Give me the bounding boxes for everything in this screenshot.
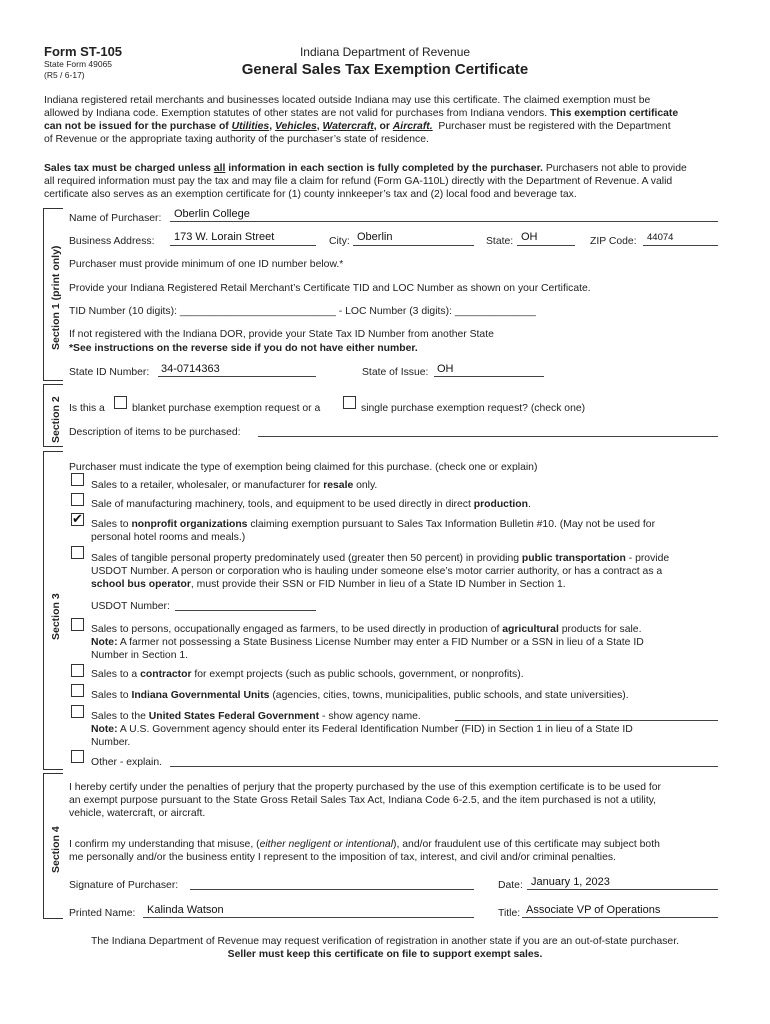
production-checkbox[interactable] [71, 493, 84, 506]
title-value: Associate VP of Operations [526, 904, 661, 916]
section2-label: Section 2 [50, 396, 62, 443]
resale-checkbox[interactable] [71, 473, 84, 486]
public-transportation-checkbox[interactable] [71, 546, 84, 559]
blanket-purchase-label: blanket purchase exemption request or a [132, 403, 321, 414]
date-value: January 1, 2023 [531, 876, 610, 888]
section2-bracket [43, 384, 44, 446]
section3-label: Section 3 [50, 593, 62, 640]
purchaser-name-field[interactable] [170, 209, 718, 222]
state-value: OH [521, 231, 538, 243]
purchaser-name-label: Name of Purchaser: [69, 213, 162, 224]
state-form-number: State Form 49065 [44, 59, 113, 69]
production-option: Sale of manufacturing machinery, tools, and equipment to be used directly in direct production. [91, 499, 531, 510]
state-label: State: [486, 236, 514, 247]
section4-bracket [43, 773, 44, 918]
state-of-issue-label: State of Issue: [362, 367, 429, 378]
section1-label: Section 1 (print only) [50, 245, 62, 350]
single-purchase-checkbox[interactable] [343, 396, 356, 409]
form-title: General Sales Tax Exemption Certificate [241, 61, 529, 78]
min-id-note: Purchaser must provide minimum of one ID number below.* [69, 259, 344, 270]
printed-name-value: Kalinda Watson [147, 904, 224, 916]
other-explain-field[interactable] [170, 754, 718, 767]
intro-paragraph: Indiana registered retail merchants and businesses located outside Indiana may use this certificate. The claimed exemption must be allowed by Indiana code. Exemption statutes of other states are not valid for purchases from Indiana vendors. This exemption certificate can not be issued for the purchase of Utilities, Vehicles, Watercraft, or Aircraft. Purchaser must be registered with the Department of Revenue or the appropriate taxing authority of the purchaser’s state of residence. [44, 95, 679, 145]
checkmark-icon: ✔ [72, 511, 83, 526]
zip-code-value: 44074 [647, 232, 674, 243]
other-checkbox[interactable] [71, 750, 84, 763]
description-label: Description of items to be purchased: [69, 427, 241, 438]
printed-name-label: Printed Name: [69, 908, 136, 919]
form-id: Form ST-105 [44, 44, 123, 59]
footer-seller-note: Seller must keep this certificate on file to support exempt sales. [227, 949, 543, 960]
nonprofit-checkbox[interactable] [71, 513, 84, 526]
federal-government-checkbox[interactable] [71, 705, 84, 718]
see-instructions-note: *See instructions on the reverse side if you do not have either number. [69, 343, 418, 354]
title-label: Title: [498, 908, 521, 919]
certification-statement: I hereby certify under the penalties of perjury that the property purchased by the use of this exemption certificate is to be used for an exempt purpose pursuant to the State Gross Retail Sales Tax Act, Indiana Code 6-2.5, and the item purchased is not a utility, vehicle, watercraft, or aircraft. [69, 782, 662, 819]
misuse-statement: I confirm my understanding that misuse, (either negligent or intentional), and/or fraudulent use of this certificate may subject both me personally and/or the business entity I represent to the imposition of tax, interest, and civil and/or criminal penalties. [69, 839, 660, 863]
form-revision: (R5 / 6-17) [44, 70, 85, 80]
signature-label: Signature of Purchaser: [69, 880, 179, 891]
state-of-issue-value: OH [437, 363, 454, 375]
date-label: Date: [498, 880, 523, 891]
state-id-value: 34-0714363 [161, 363, 220, 375]
not-registered-note: If not registered with the Indiana DOR, provide your State Tax ID Number from another State [69, 329, 494, 340]
public-transportation-option: Sales of tangible personal property predominately used (greater then 50 percent) in providing public transportation - provide USDOT Number. A person or corporation who is hauling under someone else’s motor carrier authority, or has a contract as a school bus operator, must provide their SSN or FID Number in lieu of a State ID Number in Section 1. [91, 553, 670, 590]
tax-notice-paragraph: Sales tax must be charged unless all information in each section is fully completed by the purchaser. Purchasers not able to provide all required information must pay the tax and may file a claim for refund (Form GA-110L) directly with the Department of Revenue. A valid certificate also serves as an exemption certificate for (1) county innkeeper’s tax and (2) local food and beverage tax. [44, 163, 687, 200]
city-label: City: [329, 236, 350, 247]
usdot-label: USDOT Number: [91, 601, 170, 612]
contractor-option: Sales to a contractor for exempt projects (such as public schools, government, or nonprofits). [91, 669, 524, 680]
section1-bracket [43, 208, 44, 380]
exemption-type-intro: Purchaser must indicate the type of exemption being claimed for this purchase. (check one or explain) [69, 462, 538, 473]
city-value: Oberlin [357, 231, 393, 243]
blanket-purchase-checkbox[interactable] [114, 396, 127, 409]
signature-field[interactable] [190, 877, 474, 890]
federal-government-option: Sales to the United States Federal Government - show agency name. Note: A U.S. Government agency should enter its Federal Identification Number (FID) in Section 1 in lieu of a State ID Number. [91, 711, 633, 748]
single-purchase-label: single purchase exemption request? (check one) [361, 403, 586, 414]
resale-option: Sales to a retailer, wholesaler, or manufacturer for resale only. [91, 480, 378, 491]
business-address-value: 173 W. Lorain Street [174, 231, 275, 243]
section3-bracket [43, 451, 44, 769]
footer-verification-note: The Indiana Department of Revenue may request verification of registration in another state if you are an out-of-state purchaser. [91, 936, 679, 947]
agency-name-field[interactable] [455, 708, 718, 721]
other-option: Other - explain. [91, 757, 163, 768]
business-address-label: Business Address: [69, 236, 155, 247]
state-id-label: State ID Number: [69, 367, 150, 378]
usdot-field[interactable] [175, 598, 316, 611]
governmental-units-checkbox[interactable] [71, 684, 84, 697]
governmental-units-option: Sales to Indiana Governmental Units (agencies, cities, towns, municipalities, public schools, and state universities). [91, 690, 629, 701]
provide-tid-note: Provide your Indiana Registered Retail Merchant’s Certificate TID and LOC Number as shown on your Certificate. [69, 283, 591, 294]
tid-loc-field[interactable]: TID Number (10 digits): ___________________________ - LOC Number (3 digits): ______________ [69, 306, 536, 317]
nonprofit-option: Sales to nonprofit organizations claiming exemption pursuant to Sales Tax Information Bulletin #10. (May not be used for personal hotel rooms and meals.) [91, 519, 656, 543]
description-field[interactable] [258, 424, 718, 437]
zip-code-label: ZIP Code: [590, 236, 637, 247]
agricultural-option: Sales to persons, occupationally engaged as farmers, to be used directly in production of agricultural products for sale. Note: A farmer not possessing a State Business License Number may enter a FID Number or a SSN in lieu of a State ID Number in Section 1. [91, 624, 644, 661]
section4-label: Section 4 [50, 826, 62, 873]
contractor-checkbox[interactable] [71, 664, 84, 677]
agricultural-checkbox[interactable] [71, 618, 84, 631]
purchaser-name-value: Oberlin College [174, 208, 250, 220]
is-this-label: Is this a [69, 403, 105, 414]
department-name: Indiana Department of Revenue [299, 45, 471, 59]
